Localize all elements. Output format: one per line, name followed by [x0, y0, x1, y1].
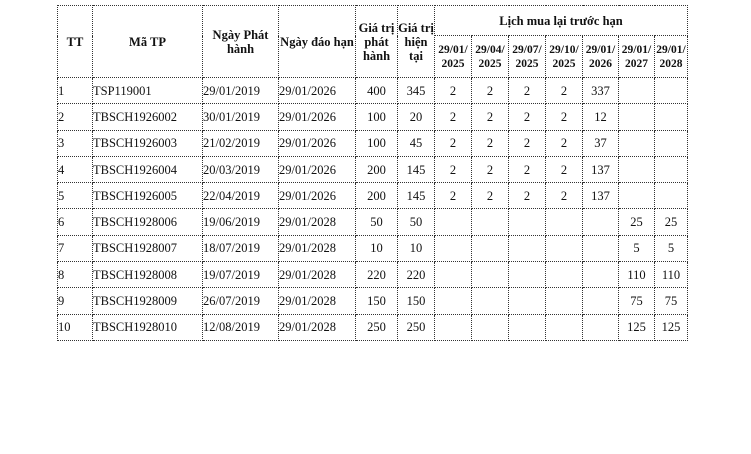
row-number-cell: 6 [58, 209, 93, 235]
buyback-cell [619, 78, 655, 104]
buyback-cell [655, 183, 688, 209]
current-value-cell: 250 [398, 314, 435, 340]
buyback-cell [546, 235, 583, 261]
maturity-date-cell: 29/01/2026 [279, 104, 356, 130]
issue-date-cell: 18/07/2019 [203, 235, 279, 261]
maturity-date-cell: 29/01/2026 [279, 130, 356, 156]
buyback-cell: 75 [655, 288, 688, 314]
buyback-cell [472, 288, 509, 314]
buyback-cell [472, 209, 509, 235]
maturity-date-cell: 29/01/2026 [279, 156, 356, 182]
buyback-cell: 2 [472, 78, 509, 104]
buyback-cell: 2 [509, 104, 546, 130]
buyback-cell [583, 209, 619, 235]
buyback-cell: 25 [655, 209, 688, 235]
header-date: 29/01/ 2026 [583, 36, 619, 78]
buyback-cell: 2 [509, 130, 546, 156]
issue-date-cell: 21/02/2019 [203, 130, 279, 156]
face-value-cell: 200 [356, 156, 398, 182]
buyback-cell [435, 262, 472, 288]
current-value-cell: 150 [398, 288, 435, 314]
buyback-cell: 2 [435, 183, 472, 209]
buyback-cell: 137 [583, 156, 619, 182]
current-value-cell: 220 [398, 262, 435, 288]
face-value-cell: 50 [356, 209, 398, 235]
buyback-cell [583, 288, 619, 314]
row-number-cell: 3 [58, 130, 93, 156]
buyback-cell: 2 [546, 130, 583, 156]
header-gia-tri-hien-tai: Giá trị hiện tại [398, 6, 435, 78]
current-value-cell: 50 [398, 209, 435, 235]
buyback-cell [435, 235, 472, 261]
maturity-date-cell: 29/01/2026 [279, 183, 356, 209]
issue-date-cell: 20/03/2019 [203, 156, 279, 182]
header-date: 29/10/ 2025 [546, 36, 583, 78]
header-date: 29/07/ 2025 [509, 36, 546, 78]
buyback-cell: 2 [546, 156, 583, 182]
buyback-cell: 2 [472, 183, 509, 209]
buyback-cell [472, 262, 509, 288]
buyback-cell: 2 [546, 104, 583, 130]
face-value-cell: 100 [356, 130, 398, 156]
header-tt: TT [58, 6, 93, 78]
buyback-cell: 125 [619, 314, 655, 340]
buyback-cell [509, 314, 546, 340]
maturity-date-cell: 29/01/2028 [279, 314, 356, 340]
buyback-cell: 337 [583, 78, 619, 104]
header-date: 29/01/ 2025 [435, 36, 472, 78]
buyback-cell: 75 [619, 288, 655, 314]
row-number-cell: 5 [58, 183, 93, 209]
buyback-cell [655, 104, 688, 130]
buyback-cell [655, 130, 688, 156]
row-number-cell: 2 [58, 104, 93, 130]
buyback-cell: 2 [546, 78, 583, 104]
buyback-cell: 2 [509, 156, 546, 182]
current-value-cell: 45 [398, 130, 435, 156]
bond-code-cell: TBSCH1928006 [93, 209, 203, 235]
header-ma-tp: Mã TP [93, 6, 203, 78]
face-value-cell: 220 [356, 262, 398, 288]
buyback-cell [619, 130, 655, 156]
buyback-cell [655, 156, 688, 182]
face-value-cell: 400 [356, 78, 398, 104]
face-value-cell: 10 [356, 235, 398, 261]
table-row [58, 78, 688, 104]
header-ngay-phat-hanh: Ngày Phát hành [203, 6, 279, 78]
face-value-cell: 100 [356, 104, 398, 130]
buyback-cell: 12 [583, 104, 619, 130]
header-date: 29/01/ 2028 [655, 36, 688, 78]
buyback-cell: 25 [619, 209, 655, 235]
maturity-date-cell: 29/01/2028 [279, 209, 356, 235]
maturity-date-cell: 29/01/2028 [279, 235, 356, 261]
row-number-cell: 9 [58, 288, 93, 314]
buyback-cell: 37 [583, 130, 619, 156]
table-row [58, 156, 688, 182]
buyback-cell [546, 288, 583, 314]
current-value-cell: 145 [398, 156, 435, 182]
maturity-date-cell: 29/01/2028 [279, 288, 356, 314]
current-value-cell: 345 [398, 78, 435, 104]
table-body [58, 78, 688, 341]
issue-date-cell: 19/07/2019 [203, 262, 279, 288]
maturity-date-cell: 29/01/2028 [279, 262, 356, 288]
header-gia-tri-phat-hanh: Giá trị phát hành [356, 6, 398, 78]
buyback-cell: 2 [472, 156, 509, 182]
row-number-cell: 7 [58, 235, 93, 261]
buyback-cell: 137 [583, 183, 619, 209]
buyback-cell [583, 262, 619, 288]
face-value-cell: 250 [356, 314, 398, 340]
buyback-cell [546, 209, 583, 235]
buyback-cell: 2 [509, 183, 546, 209]
buyback-cell: 2 [435, 78, 472, 104]
buyback-cell [472, 235, 509, 261]
buyback-cell: 2 [509, 78, 546, 104]
bond-code-cell: TBSCH1928009 [93, 288, 203, 314]
buyback-cell [546, 262, 583, 288]
buyback-cell [509, 262, 546, 288]
bond-buyback-table [57, 5, 688, 341]
buyback-cell [619, 183, 655, 209]
table-row [58, 183, 688, 209]
buyback-cell [435, 209, 472, 235]
issue-date-cell: 30/01/2019 [203, 104, 279, 130]
table-row [58, 314, 688, 340]
row-number-cell: 4 [58, 156, 93, 182]
bond-code-cell: TBSCH1926005 [93, 183, 203, 209]
table-row [58, 262, 688, 288]
buyback-cell: 5 [655, 235, 688, 261]
buyback-cell: 110 [655, 262, 688, 288]
current-value-cell: 10 [398, 235, 435, 261]
buyback-cell [509, 235, 546, 261]
row-number-cell: 1 [58, 78, 93, 104]
issue-date-cell: 19/06/2019 [203, 209, 279, 235]
face-value-cell: 150 [356, 288, 398, 314]
maturity-date-cell: 29/01/2026 [279, 78, 356, 104]
buyback-cell: 2 [435, 130, 472, 156]
bond-code-cell: TBSCH1928010 [93, 314, 203, 340]
table-row [58, 104, 688, 130]
bond-code-cell: TBSCH1926004 [93, 156, 203, 182]
table-row [58, 209, 688, 235]
buyback-cell: 2 [435, 156, 472, 182]
buyback-cell [435, 288, 472, 314]
buyback-cell [619, 156, 655, 182]
issue-date-cell: 12/08/2019 [203, 314, 279, 340]
bond-code-cell: TBSCH1928007 [93, 235, 203, 261]
buyback-cell: 125 [655, 314, 688, 340]
face-value-cell: 200 [356, 183, 398, 209]
buyback-cell: 5 [619, 235, 655, 261]
issue-date-cell: 29/01/2019 [203, 78, 279, 104]
buyback-cell [619, 104, 655, 130]
current-value-cell: 20 [398, 104, 435, 130]
current-value-cell: 145 [398, 183, 435, 209]
bond-code-cell: TBSCH1928008 [93, 262, 203, 288]
issue-date-cell: 26/07/2019 [203, 288, 279, 314]
header-date: 29/04/ 2025 [472, 36, 509, 78]
buyback-cell [472, 314, 509, 340]
bond-code-cell: TBSCH1926002 [93, 104, 203, 130]
row-number-cell: 8 [58, 262, 93, 288]
buyback-cell: 2 [472, 130, 509, 156]
row-number-cell: 10 [58, 314, 93, 340]
header-date: 29/01/ 2027 [619, 36, 655, 78]
header-ngay-dao-han: Ngày đáo hạn [279, 6, 356, 78]
buyback-cell: 110 [619, 262, 655, 288]
buyback-cell [655, 78, 688, 104]
buyback-cell [546, 314, 583, 340]
table-row [58, 288, 688, 314]
table-row [58, 130, 688, 156]
buyback-cell [583, 235, 619, 261]
bond-code-cell: TSP119001 [93, 78, 203, 104]
buyback-cell [435, 314, 472, 340]
table-row [58, 235, 688, 261]
issue-date-cell: 22/04/2019 [203, 183, 279, 209]
buyback-cell: 2 [546, 183, 583, 209]
buyback-cell [583, 314, 619, 340]
buyback-cell [509, 288, 546, 314]
buyback-cell: 2 [435, 104, 472, 130]
buyback-cell: 2 [472, 104, 509, 130]
bond-code-cell: TBSCH1926003 [93, 130, 203, 156]
header-lich-mua-lai: Lịch mua lại trước hạn [435, 6, 688, 36]
buyback-cell [509, 209, 546, 235]
